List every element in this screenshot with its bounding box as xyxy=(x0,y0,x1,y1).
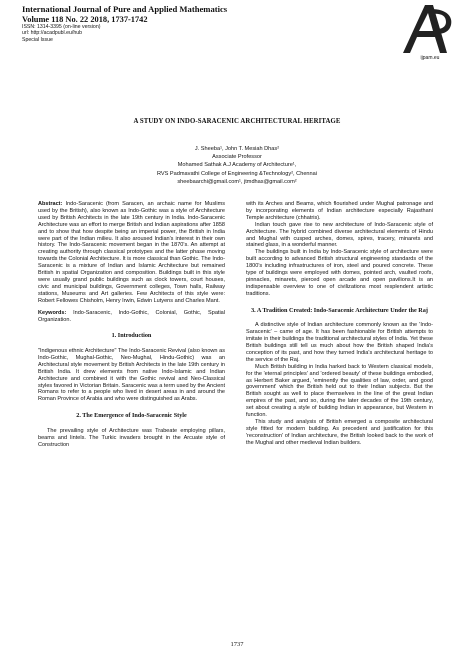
abstract-text: Indo-Saracenic (from Saracen, an archaic name for Muslims used by the British), also known as Indo-Gothic was a style of Architecture used by British Architects in the late 19th century in India. Indo-Saracenic Architecture was an effort to merge British and Indian aspirations after 1858 and to show that how despite being an imperial power, the British in India were part of the Indian milieu. It also aroused Indian's interest in their own history. The Indo-Saracenic movement began in the 1870's. An attempt at creating authority through classical prototypes and the latter phase moving towards the Colonial Architecture. It is more classical than Gothic. The Indo-Saracenic is a mixture of Indian and Islamic Architecture but remained British in spatial Organization and composition. Buildings built in this style were usually grand public buildings such as clock towers, court houses, civic and municipal buildings, Government colleges, Town halls, Railway stations, Museums and Art galleries. Few Architects of this style were: Robert Fellowes Chisholm, Henry Irwin, Edwin Lutyens and Charles Mant. xyxy=(38,201,225,304)
author-names: J. Sheeba¹, John T. Mesiah Dhas² xyxy=(194,146,280,152)
page-number: 1737 xyxy=(230,641,244,648)
body-paragraph-4: A distinctive style of Indian architecture commonly known as the 'Indo-Saracenic' – came of age. It has been fashionable for British attempts to imitate in their buildings the traditional architectural styles of India. Yet these British buildings still tell us much about how the British shaped India's conception of its past, and how they turned India's architectural heritage to the service of the Raj. xyxy=(246,322,433,363)
author-block xyxy=(0,145,474,186)
emergence-paragraph: The prevailing style of Architecture was Trabeate employing pillars, beams and lintels. The Turkic invaders brought in the Arcuate style of Construction xyxy=(38,427,225,448)
section-heading-tradition: 3. A Tradition Created: Indo-Saracenic Architecture Under the Raj xyxy=(251,306,428,314)
logo-caption: ijpam.eu xyxy=(420,55,440,61)
keywords xyxy=(38,310,225,324)
intro-paragraph: "Indigenous ethnic Architecture" The Indo-Saracenic Revival (also known as Indo-Gothic, Mughal-Gothic, Neo-Mughal, Hindu-Gothic) was an Architectural style movement by British Architects in the late 19th century in British India. It drew elements from native Indo-Islamic and Indian Architecture and combined it with the Gothic revival and Neo-Classical styles favored in Victorian Britain. Saracenic was a term used by the Ancient Romans to refer to a people who lived in desert areas in and around the Roman Province of Arabia and who were distinguished as Arabs. xyxy=(38,348,225,403)
section-heading-introduction: 1. Introduction xyxy=(111,332,152,340)
journal-special: Special Issue xyxy=(22,36,53,43)
body-paragraph-6: This study and analysis of British emerged a composite architectural style fitted for modern building. As precedent and justification for this 'reconstruction' of Indian architecture, the British looked back to the work of the Mughal and other medieval Indian builders. xyxy=(246,418,433,446)
body-paragraph-5: Much British building in India harked back to Western classical models, for the 'eternal principles' and 'ordered beauty' of these buildings embodied, as Herbert Baker argued, 'eminently the qualities of law, order, and good government' which the British held out to their Indian subjects. But the British sought as well to place themselves in the line of the great Indian empires of the past, and so, during the later decades of the 19th century, set about creating a style of building Indian in appearance, but Western in function. xyxy=(246,363,433,419)
journal-logo-icon xyxy=(397,3,455,57)
affiliation-1: Mohamed Sathak A.J Academy of Architecture¹, xyxy=(177,162,297,169)
keywords-text: Indo-Saracenic, Indo-Gothic, Colonial, Gothic, Spatial Organization. xyxy=(38,309,225,323)
journal-title: International Journal of Pure and Applied Mathematics xyxy=(22,4,228,14)
right-column xyxy=(246,201,433,447)
section-heading-emergence: 2. The Emergence of Indo-Saracenic Style xyxy=(76,412,187,420)
body-paragraph-2: Indian touch gave rise to new architecture of Indo-Saracenic style of Architecture. The hybrid combined diverse architectural elements of Hindu and Mughal with cusped arches, domes, spires, tracery, minarets and stained glass, in a wonderful manner. xyxy=(246,221,433,249)
author-emails: sheebaarchi@gmail.com¹, jtmdhas@gmail.com² xyxy=(177,178,297,185)
author-position: Associate Professor xyxy=(212,154,262,161)
journal-volume: Volume 118 No. 22 2018, 1737-1742 xyxy=(22,14,148,24)
journal-masthead xyxy=(22,5,382,43)
abstract-label: Abstract: xyxy=(38,201,63,207)
affiliation-2: RVS Padmavathi College of Engineering &Technology², Chennai xyxy=(156,170,318,177)
abstract xyxy=(38,201,225,305)
paper-title: A STUDY ON INDO-SARACENIC ARCHITECTURAL HERITAGE xyxy=(133,118,341,125)
left-column xyxy=(38,201,225,449)
journal-issn: ISSN: 1314-3395 (on-line version) xyxy=(22,24,101,31)
journal-url: url: http://acadpubl.eu/hub xyxy=(22,30,82,37)
body-paragraph-3: The buildings built in India by Indo-Saracenic style of architecture were built according to advanced British structural engineering standards of the 1800's including infrastructures of iron, steel and poured concrete. These type of buildings were employed with domes, pointed arch, vaulted roofs, pinnacles, minarets, pierced open arcade and open pavilions.It is an indispensable overview to one of civilizations most resplendent artistic traditions. xyxy=(246,249,433,297)
body-paragraph-1: with its Arches and Beams, which flourished under Mughal patronage and by incorporating elements of Indian architecture especially Rajasthani Temple architecture (chhatris). xyxy=(246,201,433,221)
keywords-label: Keywords: xyxy=(38,309,67,316)
